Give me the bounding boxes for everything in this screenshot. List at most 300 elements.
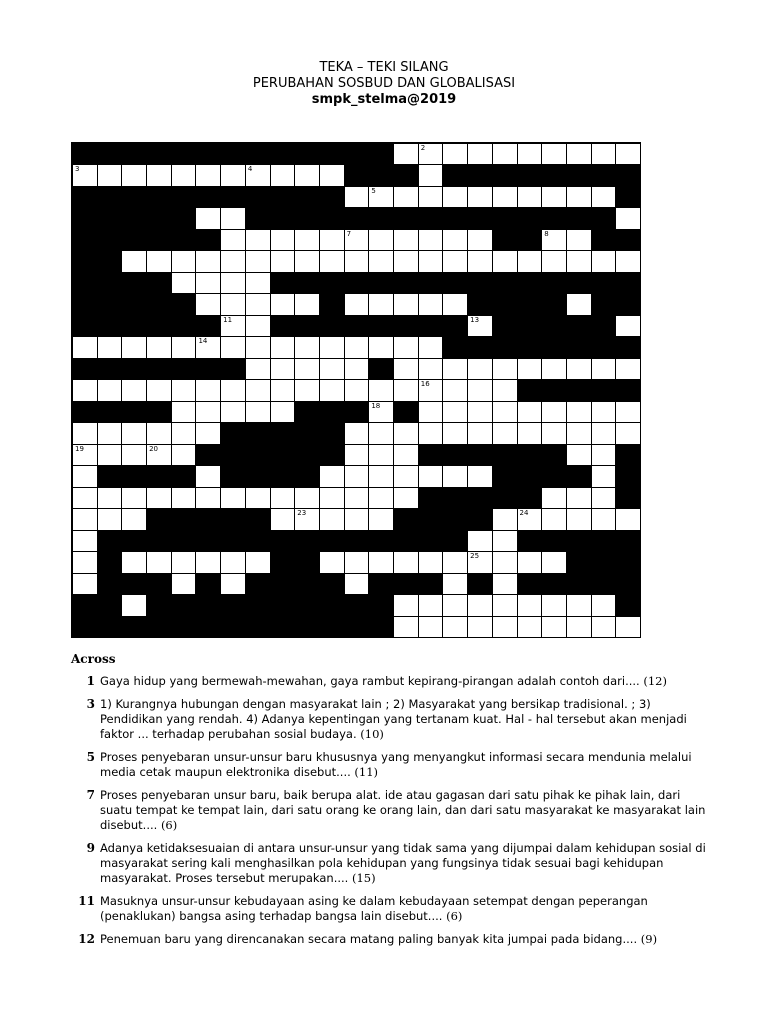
grid-cell-open[interactable] <box>319 358 345 380</box>
grid-cell-open[interactable] <box>220 401 246 423</box>
grid-cell-open[interactable] <box>294 164 320 186</box>
grid-cell-blocked <box>195 508 221 530</box>
grid-cell-open[interactable] <box>442 250 468 272</box>
grid-cell-open[interactable] <box>220 229 246 251</box>
grid-cell-blocked <box>344 164 370 186</box>
grid-cell-open[interactable] <box>97 164 123 186</box>
grid-cell-open[interactable] <box>467 229 493 251</box>
grid-cell-open[interactable] <box>566 401 592 423</box>
grid-cell-open[interactable] <box>368 401 394 423</box>
grid-cell-open[interactable] <box>319 164 345 186</box>
grid-cell-open[interactable] <box>418 250 444 272</box>
grid-cell-open[interactable] <box>171 573 197 595</box>
grid-cell-open[interactable] <box>72 465 98 487</box>
grid-cell-open[interactable] <box>97 379 123 401</box>
grid-cell-open[interactable] <box>294 358 320 380</box>
grid-cell-open[interactable] <box>393 250 419 272</box>
grid-cell-open[interactable] <box>195 164 221 186</box>
grid-cell-blocked <box>319 272 345 294</box>
grid-cell-open[interactable] <box>220 379 246 401</box>
grid-cell-blocked <box>319 444 345 466</box>
grid-cell-open[interactable] <box>393 465 419 487</box>
grid-cell-open[interactable] <box>467 401 493 423</box>
grid-cell-open[interactable] <box>294 487 320 509</box>
grid-cell-open[interactable] <box>146 551 172 573</box>
grid-cell-open[interactable] <box>195 272 221 294</box>
grid-cell-open[interactable] <box>270 508 296 530</box>
grid-cell-open[interactable] <box>541 594 567 616</box>
grid-cell-open[interactable] <box>541 508 567 530</box>
grid-cell-open[interactable] <box>591 444 617 466</box>
grid-cell-open[interactable] <box>344 186 370 208</box>
grid-cell-open[interactable] <box>517 358 543 380</box>
grid-cell-open[interactable] <box>591 422 617 444</box>
grid-cell-open[interactable] <box>245 293 271 315</box>
grid-cell-open[interactable] <box>418 594 444 616</box>
grid-cell-open[interactable] <box>393 594 419 616</box>
grid-cell-open[interactable] <box>195 336 221 358</box>
grid-cell-open[interactable] <box>492 250 518 272</box>
grid-cell-open[interactable] <box>171 487 197 509</box>
grid-cell-open[interactable] <box>541 616 567 638</box>
grid-cell-open[interactable] <box>442 465 468 487</box>
grid-cell-open[interactable] <box>615 508 641 530</box>
grid-cell-open[interactable] <box>591 401 617 423</box>
grid-cell-open[interactable] <box>220 573 246 595</box>
grid-cell-open[interactable] <box>393 293 419 315</box>
grid-cell-open[interactable] <box>97 487 123 509</box>
grid-cell-open[interactable] <box>467 358 493 380</box>
grid-cell-open[interactable] <box>294 229 320 251</box>
grid-cell-blocked <box>171 530 197 552</box>
grid-cell-open[interactable] <box>418 358 444 380</box>
grid-cell-open[interactable] <box>467 186 493 208</box>
grid-cell-open[interactable] <box>72 530 98 552</box>
grid-cell-open[interactable] <box>171 444 197 466</box>
clue-length: (12) <box>643 674 667 688</box>
grid-cell-blocked <box>615 530 641 552</box>
grid-cell-open[interactable] <box>517 143 543 165</box>
grid-cell-open[interactable] <box>566 508 592 530</box>
grid-cell-open[interactable] <box>615 358 641 380</box>
grid-cell-open[interactable] <box>344 229 370 251</box>
grid-cell-open[interactable] <box>146 487 172 509</box>
clue-cell-number: 1 <box>321 144 327 152</box>
grid-cell-open[interactable] <box>393 444 419 466</box>
grid-cell-open[interactable] <box>566 444 592 466</box>
grid-cell-open[interactable] <box>442 401 468 423</box>
grid-cell-open[interactable] <box>195 379 221 401</box>
grid-cell-open[interactable] <box>393 487 419 509</box>
grid-cell-open[interactable] <box>442 293 468 315</box>
grid-cell-open[interactable] <box>368 293 394 315</box>
grid-cell-open[interactable] <box>270 336 296 358</box>
grid-cell-open[interactable] <box>171 250 197 272</box>
grid-cell-open[interactable] <box>220 551 246 573</box>
grid-cell-open[interactable] <box>72 487 98 509</box>
grid-cell-open[interactable] <box>72 379 98 401</box>
grid-cell-open[interactable] <box>121 164 147 186</box>
grid-cell-open[interactable] <box>566 422 592 444</box>
worksheet-subtitle: PERUBAHAN SOSBUD DAN GLOBALISASI <box>252 76 516 91</box>
grid-cell-open[interactable] <box>368 465 394 487</box>
clue-item <box>71 674 711 689</box>
grid-cell-open[interactable] <box>220 250 246 272</box>
grid-cell-open[interactable] <box>418 422 444 444</box>
grid-cell-open[interactable] <box>171 336 197 358</box>
grid-cell-open[interactable] <box>245 315 271 337</box>
grid-cell-open[interactable] <box>121 250 147 272</box>
grid-cell-open[interactable] <box>344 487 370 509</box>
grid-cell-open[interactable] <box>541 401 567 423</box>
grid-cell-blocked <box>245 143 271 165</box>
clue-cell-number: 2 <box>420 144 426 152</box>
grid-cell-open[interactable] <box>245 250 271 272</box>
grid-cell-open[interactable] <box>566 293 592 315</box>
clue-cell-number: 20 <box>149 444 158 453</box>
grid-cell-open[interactable] <box>245 272 271 294</box>
grid-cell-open[interactable] <box>393 143 419 165</box>
grid-cell-open[interactable] <box>442 358 468 380</box>
grid-cell-open[interactable] <box>146 250 172 272</box>
grid-cell-open[interactable] <box>492 186 518 208</box>
grid-cell-open[interactable] <box>121 444 147 466</box>
grid-cell-open[interactable] <box>121 379 147 401</box>
grid-cell-open[interactable] <box>220 487 246 509</box>
grid-cell-open[interactable] <box>615 315 641 337</box>
grid-cell-open[interactable] <box>393 379 419 401</box>
grid-cell-open[interactable] <box>492 422 518 444</box>
grid-cell-open[interactable] <box>220 336 246 358</box>
grid-cell-open[interactable] <box>220 293 246 315</box>
grid-cell-open[interactable] <box>591 250 617 272</box>
grid-cell-open[interactable] <box>146 336 172 358</box>
grid-cell-blocked <box>97 315 123 337</box>
grid-cell-open[interactable] <box>270 487 296 509</box>
grid-cell-open[interactable] <box>393 186 419 208</box>
grid-cell-open[interactable] <box>368 422 394 444</box>
grid-cell-open[interactable] <box>195 293 221 315</box>
grid-cell-open[interactable] <box>319 487 345 509</box>
grid-cell-open[interactable] <box>467 422 493 444</box>
grid-cell-open[interactable] <box>171 272 197 294</box>
grid-cell-open[interactable] <box>418 229 444 251</box>
grid-cell-open[interactable] <box>492 358 518 380</box>
grid-cell-blocked <box>146 207 172 229</box>
grid-cell-open[interactable] <box>195 465 221 487</box>
grid-cell-open[interactable] <box>467 315 493 337</box>
grid-cell-open[interactable] <box>368 229 394 251</box>
grid-cell-open[interactable] <box>418 336 444 358</box>
grid-cell-open[interactable] <box>97 444 123 466</box>
grid-cell-open[interactable] <box>294 508 320 530</box>
grid-cell-open[interactable] <box>171 379 197 401</box>
grid-cell-open[interactable] <box>393 336 419 358</box>
grid-cell-open[interactable] <box>492 143 518 165</box>
grid-cell-blocked <box>517 444 543 466</box>
grid-cell-open[interactable] <box>344 250 370 272</box>
grid-cell-open[interactable] <box>467 530 493 552</box>
grid-cell-open[interactable] <box>591 594 617 616</box>
grid-cell-open[interactable] <box>72 573 98 595</box>
grid-cell-open[interactable] <box>517 594 543 616</box>
grid-cell-open[interactable] <box>344 422 370 444</box>
grid-cell-open[interactable] <box>245 379 271 401</box>
grid-cell-open[interactable] <box>294 293 320 315</box>
grid-cell-blocked <box>220 444 246 466</box>
grid-cell-open[interactable] <box>615 401 641 423</box>
grid-cell-blocked <box>492 444 518 466</box>
grid-cell-open[interactable] <box>368 487 394 509</box>
grid-cell-open[interactable] <box>492 508 518 530</box>
grid-cell-open[interactable] <box>195 401 221 423</box>
grid-cell-open[interactable] <box>72 422 98 444</box>
grid-cell-open[interactable] <box>220 272 246 294</box>
grid-cell-open[interactable] <box>344 336 370 358</box>
grid-cell-open[interactable] <box>344 551 370 573</box>
grid-cell-open[interactable] <box>591 143 617 165</box>
grid-cell-open[interactable] <box>121 594 147 616</box>
grid-cell-open[interactable] <box>541 358 567 380</box>
grid-cell-open[interactable] <box>615 616 641 638</box>
grid-cell-open[interactable] <box>541 250 567 272</box>
grid-cell-open[interactable] <box>615 143 641 165</box>
grid-cell-open[interactable] <box>442 551 468 573</box>
grid-cell-open[interactable] <box>146 164 172 186</box>
grid-cell-open[interactable] <box>171 401 197 423</box>
grid-cell-open[interactable] <box>245 336 271 358</box>
grid-cell-open[interactable] <box>72 164 98 186</box>
grid-cell-open[interactable] <box>418 401 444 423</box>
grid-cell-open[interactable] <box>467 616 493 638</box>
grid-cell-open[interactable] <box>368 250 394 272</box>
grid-cell-blocked <box>294 573 320 595</box>
grid-cell-open[interactable] <box>541 422 567 444</box>
grid-cell-open[interactable] <box>541 229 567 251</box>
clue-cell-number: 4 <box>247 165 253 174</box>
grid-cell-open[interactable] <box>467 250 493 272</box>
grid-cell-open[interactable] <box>591 487 617 509</box>
grid-cell-open[interactable] <box>121 336 147 358</box>
grid-cell-open[interactable] <box>270 401 296 423</box>
clue-cell-number: 8 <box>544 229 549 238</box>
grid-cell-open[interactable] <box>195 422 221 444</box>
grid-cell-open[interactable] <box>245 229 271 251</box>
grid-cell-open[interactable] <box>492 551 518 573</box>
grid-cell-open[interactable] <box>442 229 468 251</box>
grid-cell-open[interactable] <box>591 358 617 380</box>
grid-cell-open[interactable] <box>442 379 468 401</box>
grid-cell-open[interactable] <box>245 164 271 186</box>
grid-cell-open[interactable] <box>319 465 345 487</box>
grid-cell-open[interactable] <box>517 186 543 208</box>
grid-cell-open[interactable] <box>171 164 197 186</box>
grid-cell-open[interactable] <box>146 422 172 444</box>
grid-cell-open[interactable] <box>591 465 617 487</box>
grid-cell-blocked <box>615 594 641 616</box>
grid-cell-open[interactable] <box>319 229 345 251</box>
grid-cell-open[interactable] <box>344 358 370 380</box>
grid-cell-open[interactable] <box>368 379 394 401</box>
grid-cell-blocked <box>541 444 567 466</box>
grid-cell-open[interactable] <box>467 465 493 487</box>
grid-cell-open[interactable] <box>517 401 543 423</box>
grid-cell-open[interactable] <box>245 401 271 423</box>
grid-cell-open[interactable] <box>344 293 370 315</box>
grid-cell-open[interactable] <box>566 594 592 616</box>
grid-cell-open[interactable] <box>467 594 493 616</box>
grid-cell-open[interactable] <box>368 186 394 208</box>
grid-cell-open[interactable] <box>319 250 345 272</box>
grid-cell-blocked <box>566 379 592 401</box>
grid-cell-open[interactable] <box>541 143 567 165</box>
grid-cell-open[interactable] <box>467 143 493 165</box>
grid-cell-open[interactable] <box>270 250 296 272</box>
grid-cell-open[interactable] <box>270 229 296 251</box>
grid-cell-open[interactable] <box>368 444 394 466</box>
grid-cell-open[interactable] <box>245 358 271 380</box>
grid-cell-open[interactable] <box>591 616 617 638</box>
grid-cell-open[interactable] <box>146 444 172 466</box>
grid-cell-open[interactable] <box>121 487 147 509</box>
grid-cell-open[interactable] <box>566 250 592 272</box>
grid-cell-open[interactable] <box>368 508 394 530</box>
grid-cell-open[interactable] <box>418 164 444 186</box>
grid-cell-open[interactable] <box>344 465 370 487</box>
grid-cell-open[interactable] <box>442 594 468 616</box>
grid-cell-open[interactable] <box>294 379 320 401</box>
grid-cell-open[interactable] <box>220 164 246 186</box>
grid-cell-open[interactable] <box>442 573 468 595</box>
grid-cell-open[interactable] <box>294 336 320 358</box>
grid-cell-open[interactable] <box>541 186 567 208</box>
grid-cell-open[interactable] <box>615 422 641 444</box>
grid-cell-open[interactable] <box>319 551 345 573</box>
grid-cell-open[interactable] <box>591 508 617 530</box>
grid-cell-open[interactable] <box>121 422 147 444</box>
grid-cell-open[interactable] <box>467 379 493 401</box>
grid-cell-open[interactable] <box>72 336 98 358</box>
grid-cell-blocked <box>442 530 468 552</box>
grid-cell-open[interactable] <box>393 422 419 444</box>
grid-cell-open[interactable] <box>418 465 444 487</box>
grid-cell-open[interactable] <box>195 487 221 509</box>
grid-cell-open[interactable] <box>171 551 197 573</box>
grid-cell-open[interactable] <box>517 422 543 444</box>
grid-cell-open[interactable] <box>121 551 147 573</box>
grid-cell-open[interactable] <box>72 551 98 573</box>
grid-cell-open[interactable] <box>393 551 419 573</box>
grid-cell-open[interactable] <box>319 379 345 401</box>
grid-cell-open[interactable] <box>541 487 567 509</box>
grid-cell-blocked <box>442 315 468 337</box>
grid-cell-open[interactable] <box>418 143 444 165</box>
grid-cell-open[interactable] <box>467 551 493 573</box>
grid-cell-open[interactable] <box>220 315 246 337</box>
grid-cell-open[interactable] <box>517 508 543 530</box>
grid-cell-open[interactable] <box>566 186 592 208</box>
grid-cell-blocked <box>121 207 147 229</box>
grid-cell-open[interactable] <box>442 422 468 444</box>
grid-cell-open[interactable] <box>270 293 296 315</box>
grid-cell-blocked <box>171 143 197 165</box>
grid-cell-open[interactable] <box>492 530 518 552</box>
grid-cell-open[interactable] <box>418 551 444 573</box>
grid-cell-open[interactable] <box>566 358 592 380</box>
grid-cell-blocked <box>566 207 592 229</box>
grid-cell-open[interactable] <box>220 207 246 229</box>
grid-cell-open[interactable] <box>442 186 468 208</box>
grid-cell-open[interactable] <box>344 444 370 466</box>
grid-cell-open[interactable] <box>517 551 543 573</box>
grid-cell-open[interactable] <box>368 336 394 358</box>
grid-cell-open[interactable] <box>294 250 320 272</box>
grid-cell-open[interactable] <box>97 422 123 444</box>
grid-cell-open[interactable] <box>171 422 197 444</box>
grid-cell-open[interactable] <box>566 616 592 638</box>
grid-cell-open[interactable] <box>97 508 123 530</box>
grid-cell-open[interactable] <box>319 336 345 358</box>
grid-cell-blocked <box>220 508 246 530</box>
grid-cell-open[interactable] <box>344 508 370 530</box>
grid-cell-open[interactable] <box>442 616 468 638</box>
grid-cell-open[interactable] <box>270 164 296 186</box>
grid-cell-open[interactable] <box>492 573 518 595</box>
grid-cell-open[interactable] <box>368 551 394 573</box>
grid-cell-open[interactable] <box>418 186 444 208</box>
grid-cell-open[interactable] <box>393 616 419 638</box>
grid-cell-open[interactable] <box>492 594 518 616</box>
grid-cell-blocked <box>319 293 345 315</box>
grid-cell-open[interactable] <box>195 551 221 573</box>
grid-cell-open[interactable] <box>517 616 543 638</box>
grid-cell-open[interactable] <box>195 207 221 229</box>
grid-cell-open[interactable] <box>615 207 641 229</box>
grid-cell-open[interactable] <box>319 508 345 530</box>
grid-cell-open[interactable] <box>566 487 592 509</box>
grid-cell-open[interactable] <box>72 508 98 530</box>
grid-cell-open[interactable] <box>97 336 123 358</box>
grid-cell-open[interactable] <box>517 250 543 272</box>
grid-cell-open[interactable] <box>492 616 518 638</box>
grid-cell-open[interactable] <box>566 143 592 165</box>
grid-cell-open[interactable] <box>270 358 296 380</box>
grid-cell-open[interactable] <box>344 573 370 595</box>
grid-cell-open[interactable] <box>270 379 296 401</box>
grid-cell-open[interactable] <box>615 250 641 272</box>
grid-cell-open[interactable] <box>146 379 172 401</box>
grid-cell-open[interactable] <box>492 401 518 423</box>
grid-cell-open[interactable] <box>418 293 444 315</box>
grid-cell-open[interactable] <box>195 250 221 272</box>
grid-cell-open[interactable] <box>566 229 592 251</box>
grid-cell-open[interactable] <box>245 551 271 573</box>
grid-cell-open[interactable] <box>393 358 419 380</box>
grid-cell-open[interactable] <box>393 229 419 251</box>
grid-cell-open[interactable] <box>418 616 444 638</box>
grid-cell-open[interactable] <box>442 143 468 165</box>
grid-cell-open[interactable] <box>245 487 271 509</box>
grid-cell-open[interactable] <box>492 379 518 401</box>
grid-cell-open[interactable] <box>418 379 444 401</box>
grid-cell-open[interactable] <box>541 551 567 573</box>
grid-cell-blocked <box>541 272 567 294</box>
grid-cell-blocked <box>171 508 197 530</box>
grid-cell-open[interactable] <box>121 508 147 530</box>
grid-cell-open[interactable] <box>591 186 617 208</box>
grid-cell-open[interactable] <box>344 379 370 401</box>
grid-cell-open[interactable] <box>72 444 98 466</box>
